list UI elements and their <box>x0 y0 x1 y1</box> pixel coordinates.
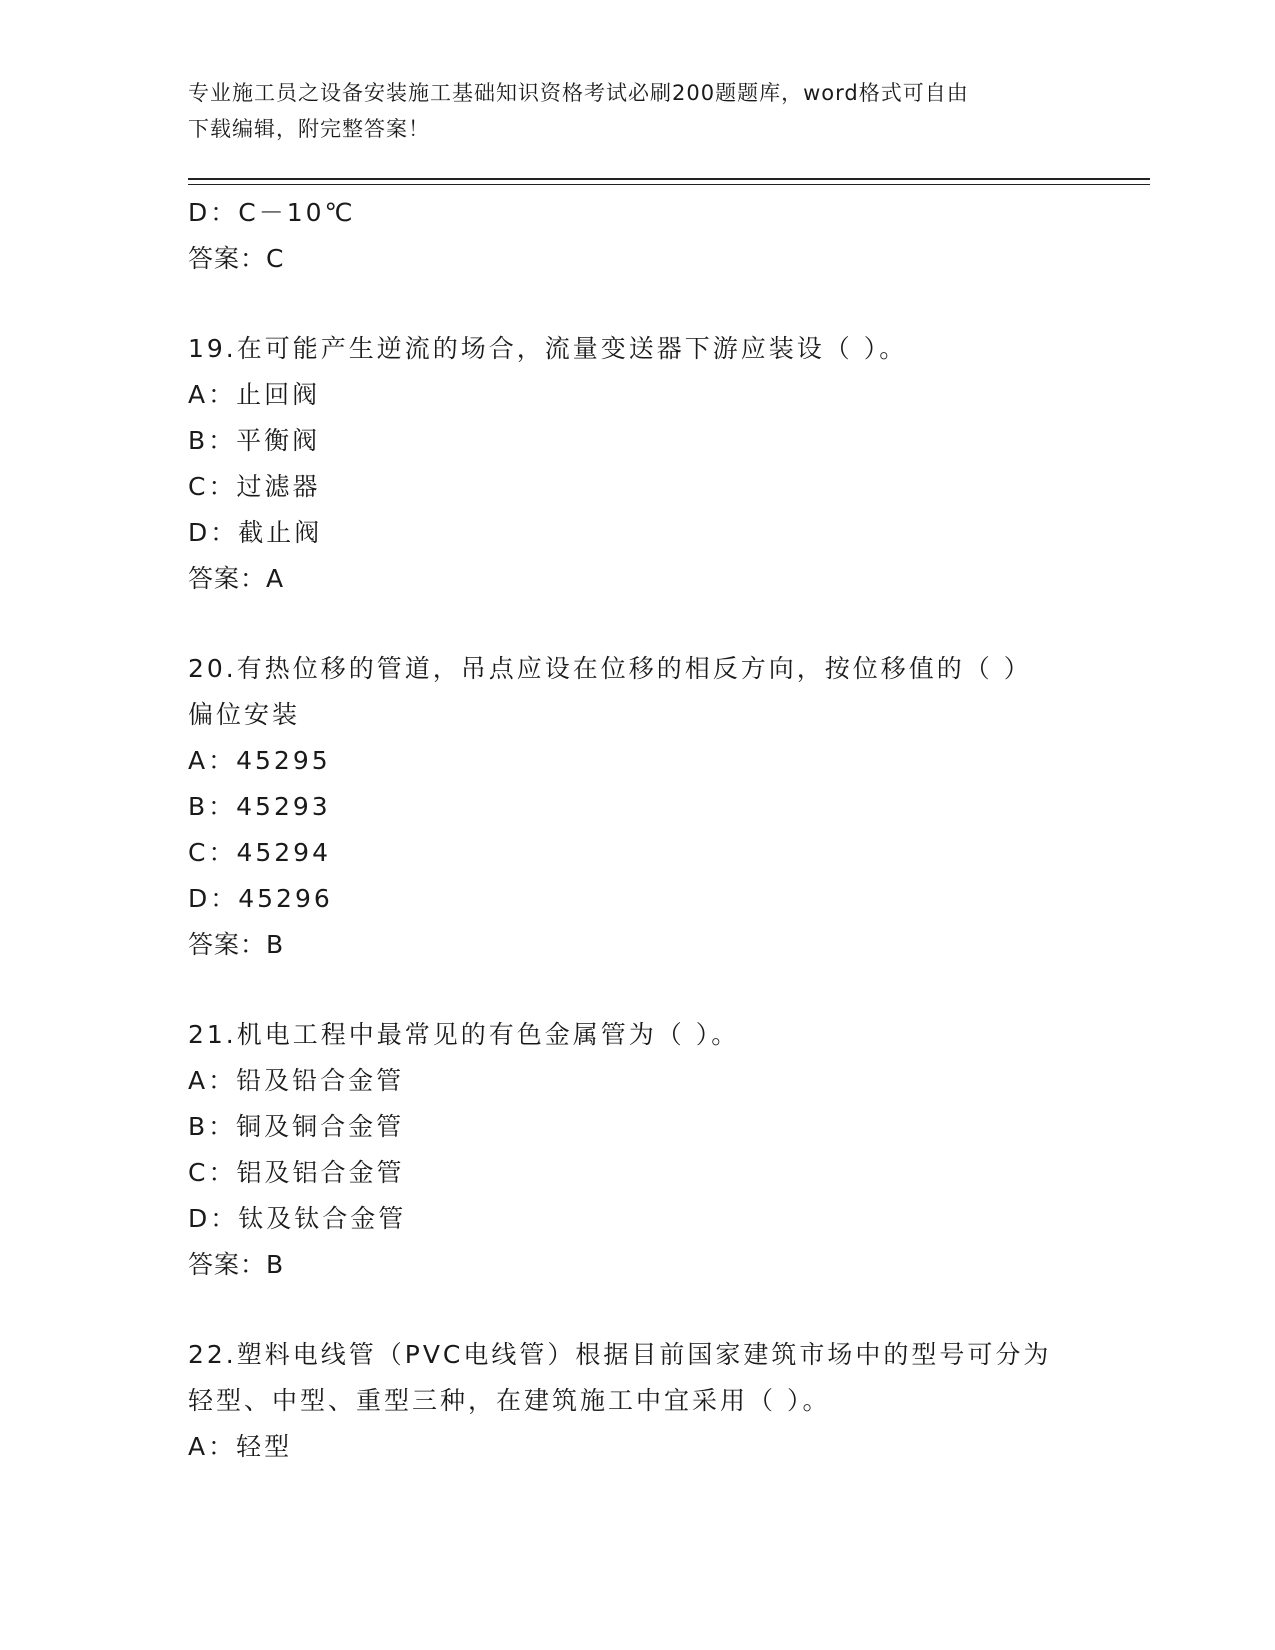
question-stem: 21.机电工程中最常见的有色金属管为（ ）。 <box>188 1020 740 1049</box>
option-d: D：截止阀 <box>188 518 323 547</box>
question-answer: 答案：B <box>188 1250 285 1279</box>
question-content <box>188 190 1088 1470</box>
header-divider-thin <box>188 184 1150 185</box>
option-c: C：铝及铝合金管 <box>188 1158 405 1187</box>
question-20 <box>188 646 1088 968</box>
question-answer: 答案：B <box>188 930 285 959</box>
header-line-1: 专业施工员之设备安装施工基础知识资格考试必刷200题题库，word格式可自由 <box>188 81 969 105</box>
option-b: B：铜及铜合金管 <box>188 1112 405 1141</box>
option-d: D：钛及钛合金管 <box>188 1204 407 1233</box>
question-stem: 20.有热位移的管道，吊点应设在位移的相反方向，按位移值的（ ） <box>188 654 1032 683</box>
option-a: A：铅及铅合金管 <box>188 1066 405 1095</box>
spacer <box>188 1288 1088 1332</box>
question-answer: 答案：A <box>188 564 285 593</box>
option-a: A：轻型 <box>188 1432 293 1461</box>
question-stem: 22.塑料电线管（PVC电线管）根据目前国家建筑市场中的型号可分为 <box>188 1340 1052 1369</box>
header-divider-thick <box>188 178 1150 180</box>
option-d: D：45296 <box>188 884 333 913</box>
document-header <box>188 75 1068 147</box>
spacer <box>188 968 1088 1012</box>
continued-answer: 答案：C <box>188 244 285 273</box>
question-stem-continued: 轻型、中型、重型三种，在建筑施工中宜采用（ ）。 <box>188 1386 831 1415</box>
question-21 <box>188 1012 1088 1288</box>
option-b: B：平衡阀 <box>188 426 321 455</box>
option-a: A：止回阀 <box>188 380 321 409</box>
question-22 <box>188 1332 1088 1470</box>
continued-option-d: D：C－10℃ <box>188 198 356 227</box>
header-line-2: 下载编辑，附完整答案！ <box>188 117 430 141</box>
spacer <box>188 602 1088 646</box>
option-c: C：过滤器 <box>188 472 321 501</box>
question-19 <box>188 326 1088 602</box>
option-b: B：45293 <box>188 792 331 821</box>
question-stem-continued: 偏位安装 <box>188 700 301 729</box>
question-stem: 19.在可能产生逆流的场合，流量变送器下游应装设（ ）。 <box>188 334 908 363</box>
option-c: C：45294 <box>188 838 331 867</box>
option-a: A：45295 <box>188 746 331 775</box>
spacer <box>188 282 1088 326</box>
